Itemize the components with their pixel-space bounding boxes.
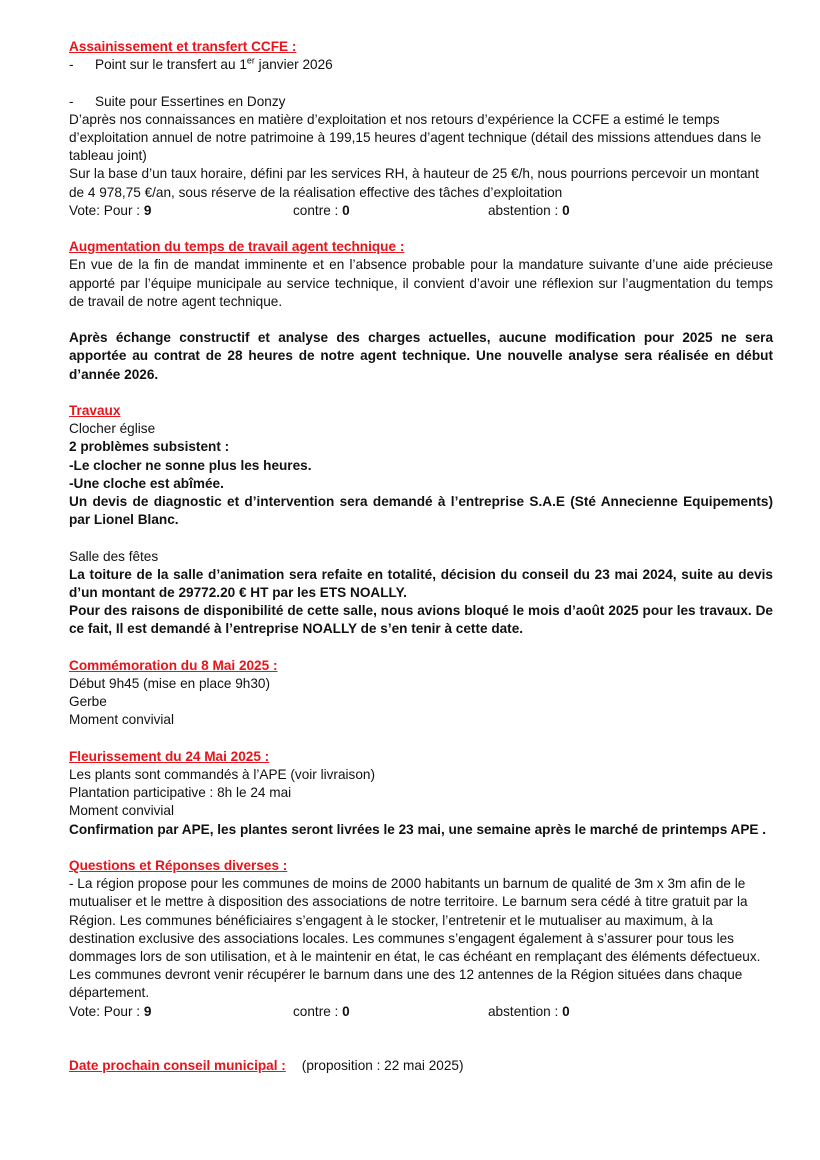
vote-abstention: abstention : 0: [488, 1003, 570, 1019]
text-line: -Le clocher ne sonne plus les heures.: [69, 457, 312, 473]
section-fleurissement: [69, 748, 773, 839]
text-line: Début 9h45 (mise en place 9h30): [69, 676, 271, 692]
confirmation-line: Confirmation par APE, les plantes seront livrées le 23 mai, une semaine après le marché de printemps APE .: [69, 821, 767, 837]
section-questions: [69, 857, 773, 1021]
text-line: 2 problèmes subsistent :: [69, 439, 230, 455]
vote-contre: contre : 0: [293, 202, 350, 218]
subsection-label: Salle des fêtes: [69, 548, 159, 564]
document-page: [69, 38, 773, 1075]
section-title: Assainissement et transfert CCFE :: [69, 39, 297, 54]
vote-abstention: abstention : 0: [488, 202, 570, 218]
text-line: Gerbe: [69, 694, 107, 710]
section-title: Questions et Réponses diverses :: [69, 858, 288, 874]
bullet-text: Suite pour Essertines en Donzy: [95, 93, 286, 109]
ordinal-superscript: er: [246, 55, 255, 66]
section-title: Commémoration du 8 Mai 2025 :: [69, 657, 278, 673]
vote-line: [69, 202, 773, 220]
vote-contre: contre : 0: [293, 1003, 350, 1019]
text-line: Les plants sont commandés à l’APE (voir livraison): [69, 767, 375, 783]
paragraph: La toiture de la salle d’animation sera refaite en totalité, décision du conseil du 23 mai 2024, suite au devis d’un montant de 29772.20 € HT par les ETS NOALLY.: [69, 566, 773, 601]
bullet-text: Point sur le transfert au 1er janvier 2026: [95, 55, 333, 73]
bullet-item: [69, 56, 773, 74]
section-travaux: [69, 402, 773, 639]
section-title: Augmentation du temps de travail agent technique :: [69, 239, 405, 255]
paragraph: En vue de la fin de mandat imminente et en l’absence probable pour la mandature suivante d’une aide précieuse apporté par l’équipe municipale au service technique, il convient d’avoir une réflexion sur l’augmentation du temps de travail de notre agent technique.: [69, 257, 773, 309]
paragraph: Sur la base d’un taux horaire, défini par les services RH, à hauteur de 25 €/h, nous pourrions percevoir un montant de 4 978,75 €/an, sous réserve de la réalisation effective des tâches d’exploitation: [69, 166, 759, 200]
vote-pour: Vote: Pour : 9: [69, 202, 152, 218]
bullet-item: [69, 93, 773, 111]
text-line: Plantation participative : 8h le 24 mai: [69, 785, 292, 801]
text-line: Moment convivial: [69, 712, 175, 728]
paragraph: D’après nos connaissances en matière d’exploitation et nos retours d’expérience la CCFE a estimé le temps d’exploitation annuel de notre patrimoine à 199,15 heures d’agent technique (détail des missions attendues dans le tableau joint): [69, 111, 762, 164]
vote-line: [69, 1003, 773, 1021]
paragraph: Pour des raisons de disponibilité de cette salle, nous avions bloqué le mois d’août 2025 pour les travaux. De ce fait, Il est demandé à l’entreprise NOALLY de s’en tenir à cette date.: [69, 603, 773, 637]
bullet-dash: -: [69, 57, 74, 73]
vote-pour: Vote: Pour : 9: [69, 1003, 152, 1019]
section-title: Travaux: [69, 403, 121, 418]
text-line: -Une cloche est abîmée.: [69, 475, 224, 491]
text-line: Moment convivial: [69, 803, 175, 819]
section-assainissement: [69, 38, 773, 220]
paragraph: Un devis de diagnostic et d’intervention sera demandé à l’entreprise S.A.E (Sté Annecienne Equipements) par Lionel Blanc.: [69, 494, 773, 528]
paragraph: - La région propose pour les communes de moins de 2000 habitants un barnum de qualité de 3m x 3m afin de le mutualiser et le mettre à disposition des associations de notre territoire. Le barnum sera cédé à titre gratuit par la Région. Les communes bénéficiaires s’engagent à le stocker, l’entretenir et le mutualiser au maximum, à la destination exclusive des associations locales. Les communes s’engagent également à s’assurer pour tous les dommages lors de son utilisation, et à le maintenir en état, le cas échéant en remplaçant des éléments défectueux. Les communes devront venir récupérer le barnum dans une des 12 antennes de la Région situées dans chaque département.: [69, 876, 761, 1001]
section-commemoration: [69, 657, 773, 730]
decision-paragraph: Après échange constructif et analyse des charges actuelles, aucune modification pour 2025 ne sera apportée au contrat de 28 heures de notre agent technique. Une nouvelle analyse sera réalisée en début d’année 2026.: [69, 330, 773, 382]
bullet-dash: -: [69, 93, 74, 109]
section-title: Date prochain conseil municipal :: [69, 1058, 286, 1074]
section-title: Fleurissement du 24 Mai 2025 :: [69, 748, 270, 764]
section-augmentation: [69, 238, 773, 384]
proposition-text: (proposition : 22 mai 2025): [301, 1058, 464, 1074]
section-prochain-conseil: [69, 1057, 773, 1075]
subsection-label: Clocher église: [69, 421, 156, 437]
